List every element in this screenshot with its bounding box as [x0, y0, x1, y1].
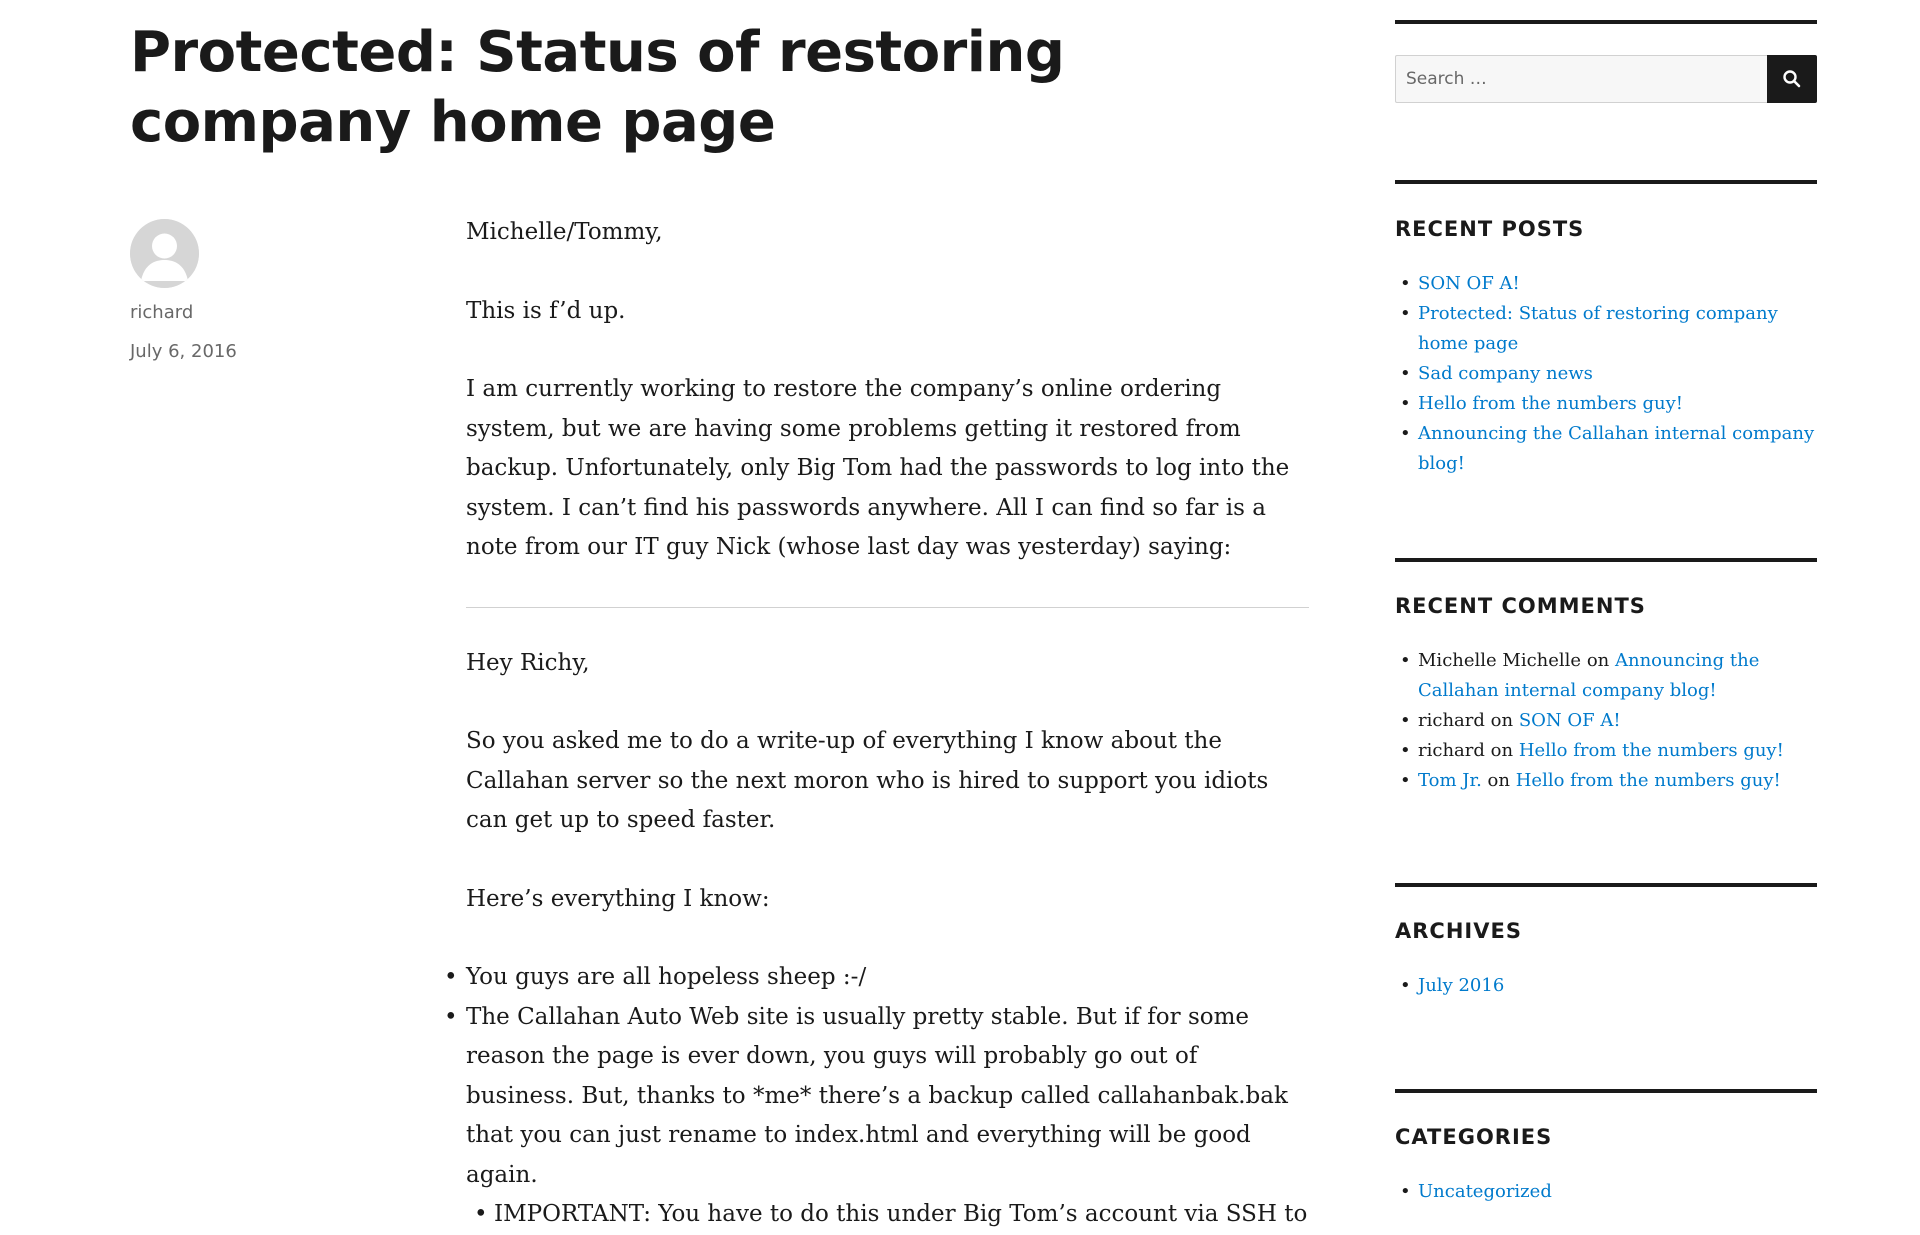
- status-paragraph: I am currently working to restore the company’s online ordering system, but we are having some problems getting it restored from backup. Unfortunately, only Big Tom had the passwords to log into the system. I can’t find his passwords anywhere. All I can find so far is a note from our IT guy Nick (whose last day was yesterday) saying:: [466, 376, 1290, 560]
- archives-widget: [1395, 883, 1817, 1001]
- recent-post-item: [1418, 359, 1817, 389]
- recent-post-item: [1418, 269, 1817, 299]
- post-title: Protected: Status of restoring company home page: [130, 20, 1065, 155]
- comment-author-link[interactable]: Tom Jr.: [1418, 770, 1482, 791]
- recent-post-link[interactable]: Announcing the Callahan internal company blog!: [1418, 423, 1815, 474]
- recent-comments-list: [1395, 646, 1817, 796]
- recent-post-item: [1418, 299, 1817, 359]
- search-button[interactable]: [1767, 55, 1817, 103]
- recent-post-item: [1418, 389, 1817, 419]
- recent-posts-widget: [1395, 180, 1817, 479]
- recent-post-link[interactable]: Hello from the numbers guy!: [1418, 393, 1684, 414]
- note-list: [466, 958, 1309, 1235]
- archive-link[interactable]: July 2016: [1418, 975, 1505, 996]
- comment-author: richard: [1418, 710, 1485, 731]
- note-list-item: [466, 998, 1309, 1235]
- search-input[interactable]: [1395, 55, 1767, 103]
- note-greeting-paragraph: Hey Richy,: [466, 649, 590, 676]
- comment-post-link[interactable]: Hello from the numbers guy!: [1515, 770, 1781, 791]
- comment-post-link[interactable]: Hello from the numbers guy!: [1518, 740, 1784, 761]
- category-item: [1418, 1177, 1817, 1207]
- search-widget: [1395, 20, 1817, 180]
- comment-on-word: on: [1490, 740, 1514, 761]
- recent-post-link[interactable]: Sad company news: [1418, 363, 1593, 384]
- search-icon: [1782, 69, 1802, 89]
- search-form: [1395, 55, 1817, 103]
- entry-meta: [130, 219, 350, 362]
- sidebar: [1395, 20, 1817, 1207]
- recent-posts-title: RECENT POSTS: [1395, 217, 1585, 241]
- categories-widget: [1395, 1089, 1817, 1207]
- recent-comment-item: [1418, 706, 1817, 736]
- avatar-placeholder-icon: [130, 219, 199, 288]
- recent-post-item: [1418, 419, 1817, 479]
- categories-list: [1395, 1177, 1817, 1207]
- recent-posts-list: [1395, 269, 1817, 479]
- intro-paragraph: This is f’d up.: [466, 297, 626, 324]
- comment-on-word: on: [1586, 650, 1610, 671]
- comment-post-link[interactable]: Announcing the Callahan internal company blog!: [1418, 650, 1760, 701]
- note-sub-list-item: • IMPORTANT: You have to do this under Big Tom’s account via SSH to: [494, 1195, 1309, 1235]
- post-author-link[interactable]: richard: [130, 302, 194, 323]
- recent-comment-item: [1418, 736, 1817, 766]
- note-list-item-text: The Callahan Auto Web site is usually pretty stable. But if for some reason the page is ever down, you guys will probably go out of business. But, thanks to *me* there’s a backup called callahanbak.bak that you can just rename to index.html and everything will be good again.: [466, 1003, 1288, 1188]
- comment-post-link[interactable]: SON OF A!: [1518, 710, 1621, 731]
- recent-comments-title: RECENT COMMENTS: [1395, 594, 1646, 618]
- recent-comment-item: [1418, 646, 1817, 706]
- comment-author: richard: [1418, 740, 1485, 761]
- archives-title: ARCHIVES: [1395, 919, 1522, 943]
- comment-on-word: on: [1490, 710, 1514, 731]
- recent-comment-item: [1418, 766, 1817, 796]
- recent-comments-widget: [1395, 558, 1817, 796]
- category-link[interactable]: Uncategorized: [1418, 1181, 1552, 1202]
- content-divider: [466, 607, 1309, 608]
- avatar[interactable]: [130, 219, 199, 288]
- note-list-item: • You guys are all hopeless sheep :-/: [466, 958, 1309, 998]
- post-date-link[interactable]: July 6, 2016: [130, 341, 237, 362]
- recent-post-link[interactable]: Protected: Status of restoring company home page: [1418, 303, 1778, 354]
- comment-author: Michelle Michelle: [1418, 650, 1582, 671]
- entry-content: [466, 213, 1309, 1235]
- note-sub-list: [466, 1195, 1309, 1235]
- comment-on-word: on: [1487, 770, 1510, 791]
- recent-post-link[interactable]: SON OF A!: [1418, 273, 1520, 294]
- salutation-paragraph: Michelle/Tommy,: [466, 219, 663, 245]
- note-paragraph: Here’s everything I know:: [466, 885, 770, 912]
- categories-title: CATEGORIES: [1395, 1125, 1553, 1149]
- archive-item: [1418, 971, 1817, 1001]
- archives-list: [1395, 971, 1817, 1001]
- note-paragraph: So you asked me to do a write-up of everything I know about the Callahan server so the next moron who is hired to support you idiots can get up to speed faster.: [466, 728, 1269, 833]
